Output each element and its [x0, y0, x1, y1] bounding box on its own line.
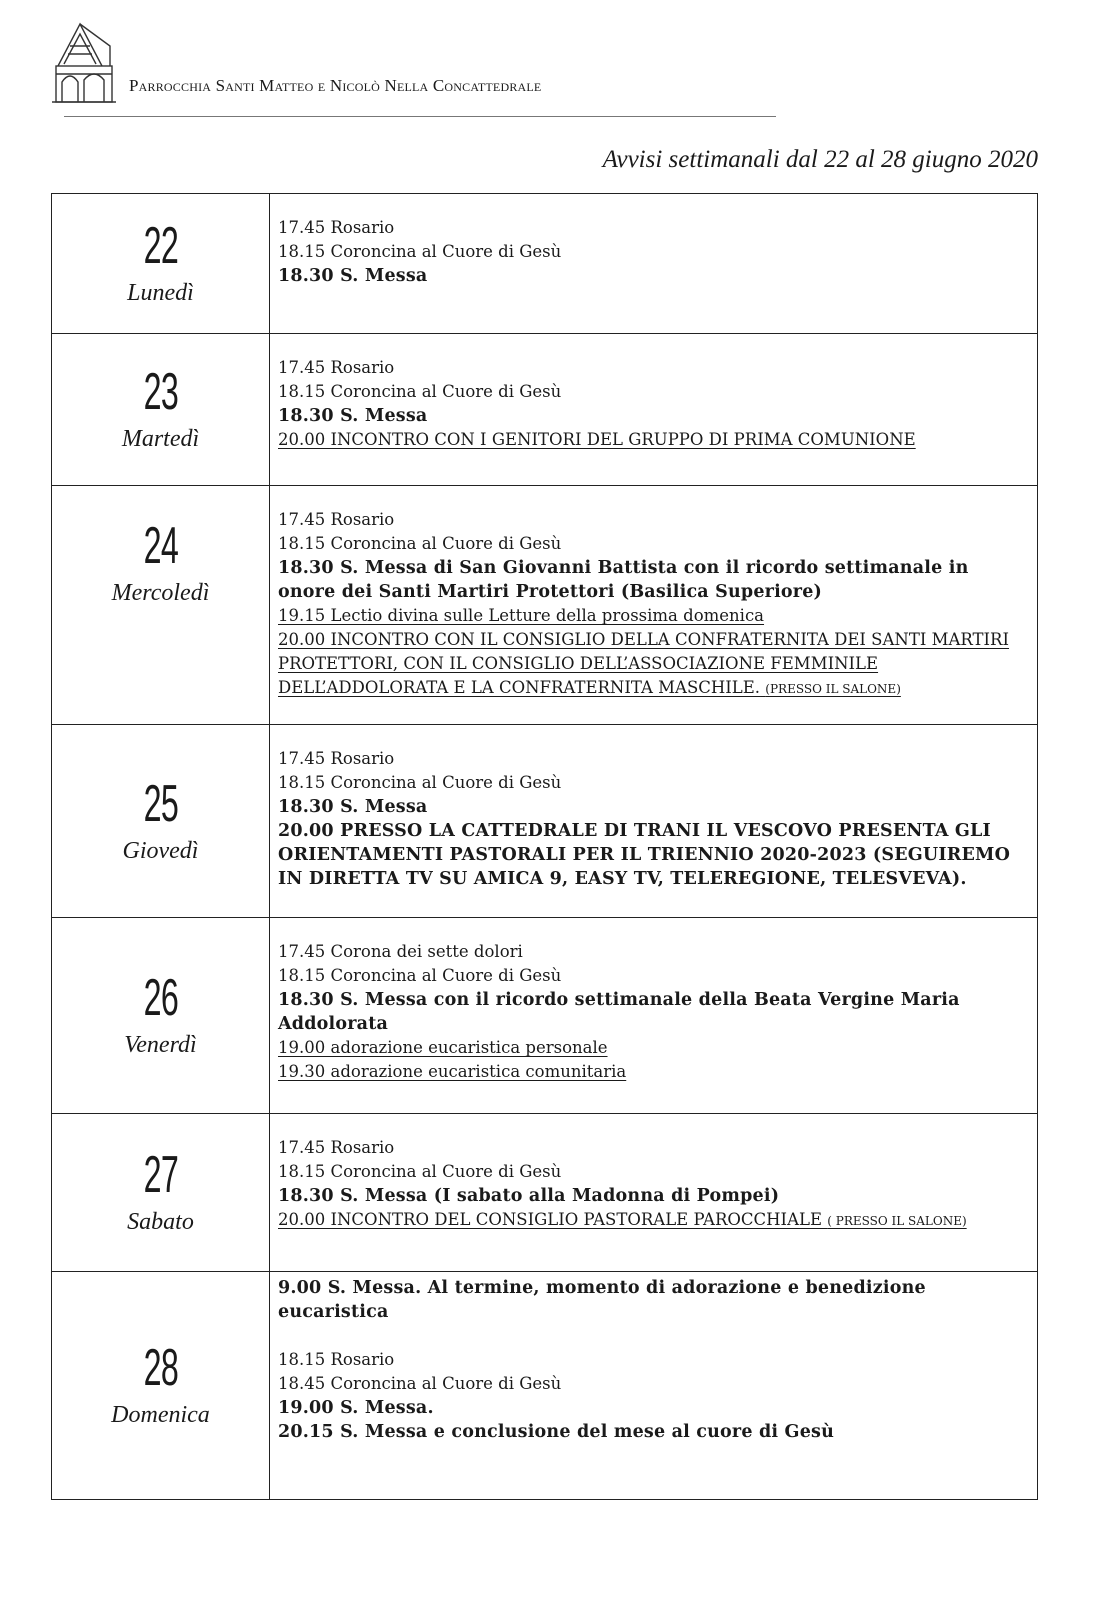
day-number: 23 [143, 363, 178, 422]
day-name: Lunedì [127, 280, 194, 307]
day-label-cell [52, 1114, 270, 1271]
day-number: 26 [143, 969, 178, 1028]
event-line: 18.15 Coroncina al Cuore di Gesù [278, 382, 562, 401]
event-spacer [278, 1324, 1029, 1348]
weekly-schedule-table [51, 193, 1038, 1500]
event-line: 18.45 Coroncina al Cuore di Gesù [278, 1374, 562, 1393]
events-cell [270, 1272, 1037, 1499]
day-row [52, 486, 1037, 725]
events-cell [270, 194, 1037, 333]
event-line: 18.15 Coroncina al Cuore di Gesù [278, 1162, 562, 1181]
event-line: 18.15 Rosario [278, 1350, 395, 1369]
header-divider [64, 116, 776, 117]
event-line: 18.15 Coroncina al Cuore di Gesù [278, 966, 562, 985]
day-row [52, 918, 1037, 1114]
event-line: 17.45 Rosario [278, 510, 395, 529]
event-line: 19.15 Lectio divina sulle Letture della prossima domenica [278, 606, 765, 625]
day-number: 25 [143, 774, 178, 833]
event-line: 20.00 INCONTRO CON I GENITORI DEL GRUPPO DI PRIMA COMUNIONE [278, 430, 916, 449]
event-line: 18.30 S. Messa [278, 406, 428, 426]
event-line: 17.45 Rosario [278, 358, 395, 377]
day-row [52, 725, 1037, 918]
event-text: 20.00 INCONTRO DEL CONSIGLIO PASTORALE PAROCCHIALE [278, 1210, 822, 1229]
event-line: 19.30 adorazione eucaristica comunitaria [278, 1062, 627, 1081]
day-number: 24 [143, 517, 178, 575]
event-line: 18.15 Coroncina al Cuore di Gesù [278, 534, 562, 553]
event-line: 18.30 S. Messa [278, 797, 428, 817]
event-line: 18.15 Coroncina al Cuore di Gesù [278, 773, 562, 792]
event-line: 9.00 S. Messa. Al termine, momento di adorazione e benedizione eucaristica [278, 1278, 926, 1322]
event-line: 18.30 S. Messa di San Giovanni Battista con il ricordo settimanale in onore dei Santi Martiri Protettori (Basilica Superiore) [278, 558, 969, 602]
events-cell [270, 334, 1037, 485]
day-name: Martedì [121, 426, 200, 453]
event-line: 17.45 Rosario [278, 1138, 395, 1157]
day-name: Mercoledì [111, 580, 210, 606]
event-line: 20.15 S. Messa e conclusione del mese al cuore di Gesù [278, 1422, 835, 1442]
event-line: 19.00 adorazione eucaristica personale [278, 1038, 608, 1057]
event-line: 18.15 Coroncina al Cuore di Gesù [278, 242, 562, 261]
event-line [278, 1208, 1029, 1233]
day-row [52, 334, 1037, 486]
event-line: 17.45 Rosario [278, 218, 395, 237]
day-number: 28 [143, 1339, 178, 1398]
event-line: 18.30 S. Messa [278, 266, 428, 286]
event-line: 19.00 S. Messa. [278, 1398, 434, 1418]
event-line [278, 628, 1029, 701]
events-cell [270, 918, 1037, 1113]
event-line: 17.45 Corona dei sette dolori [278, 942, 523, 961]
events-cell [270, 486, 1037, 724]
events-cell [270, 1114, 1037, 1271]
day-name: Sabato [127, 1209, 194, 1236]
event-line: 20.00 PRESSO LA CATTEDRALE DI TRANI IL VESCOVO PRESENTA GLI ORIENTAMENTI PASTORALI PER IL TRIENNIO 2020-2023 (SEGUIREMO IN DIRETTA TV SU AMICA 9, EASY TV, TELEREGIONE, TELESVEVA). [278, 821, 1011, 889]
day-label-cell [52, 334, 270, 485]
day-label-cell [52, 725, 270, 917]
event-note: ( PRESSO IL SALONE) [827, 1214, 967, 1228]
day-label-cell [52, 486, 270, 724]
day-name: Domenica [111, 1402, 210, 1429]
event-text: 20.00 INCONTRO CON IL CONSIGLIO DELLA CONFRATERNITA DEI SANTI MARTIRI PROTETTORI, CON IL CONSIGLIO DELL’ASSOCIAZIONE FEMMINILE DELL’ADDOLORATA E LA CONFRATERNITA MASCHILE. [278, 630, 1010, 697]
day-name: Giovedì [122, 837, 199, 864]
day-label-cell [52, 194, 270, 333]
event-line: 18.30 S. Messa con il ricordo settimanale della Beata Vergine Maria Addolorata [278, 990, 960, 1034]
event-line: 18.30 S. Messa (I sabato alla Madonna di Pompei) [278, 1186, 780, 1206]
church-logo-icon [50, 16, 118, 108]
day-row [52, 1114, 1037, 1272]
page-subtitle: Avvisi settimanali dal 22 al 28 giugno 2020 [602, 146, 1038, 173]
event-line: 17.45 Rosario [278, 749, 395, 768]
parish-name: Parrocchia Santi Matteo e Nicolò Nella Concattedrale [129, 76, 542, 95]
day-row [52, 194, 1037, 334]
day-name: Venerdì [124, 1032, 197, 1059]
day-label-cell [52, 1272, 270, 1499]
event-note: (PRESSO IL SALONE) [765, 682, 901, 696]
events-cell [270, 725, 1037, 917]
day-number: 22 [143, 217, 178, 276]
day-row [52, 1272, 1037, 1499]
day-label-cell [52, 918, 270, 1113]
day-number: 27 [143, 1146, 178, 1205]
